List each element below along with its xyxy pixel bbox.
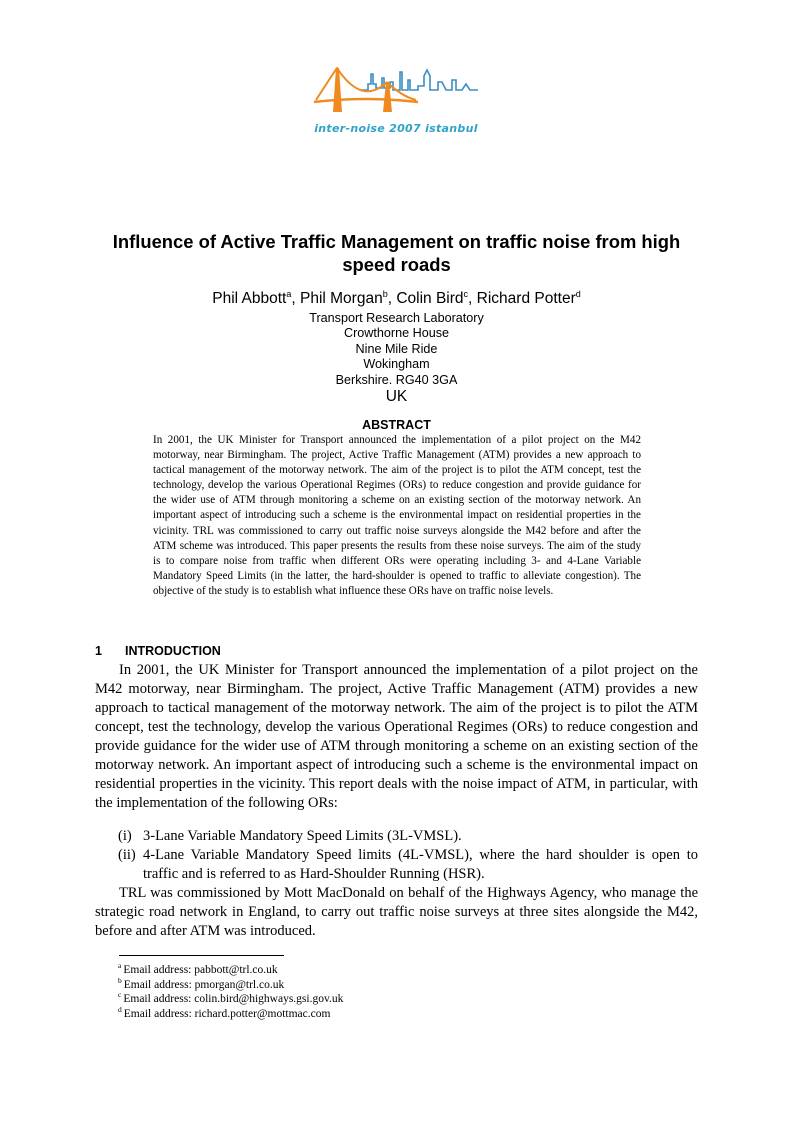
- skyline-line: [361, 70, 478, 90]
- bridge-skyline-logo-icon: [306, 60, 486, 122]
- author-name: Richard Potter: [476, 290, 576, 307]
- author-name: Phil Abbott: [212, 290, 287, 307]
- footnote-mark: c: [118, 990, 122, 1000]
- footnote-text: Email address: pmorgan@trl.co.uk: [123, 978, 285, 991]
- affiliation-line: Berkshire. RG40 3GA: [335, 372, 458, 387]
- footnote-text: Email address: richard.potter@mottmac.com: [123, 1007, 331, 1020]
- footnote-divider: [119, 955, 284, 956]
- list-item-text: 4-Lane Variable Mandatory Speed limits (4L-VMSL), where the hard shoulder is open to traffic and is referred to as Hard-Shoulder Running (HSR).: [143, 847, 698, 882]
- footnote-mark: b: [118, 975, 122, 985]
- logo-caption: inter-noise 2007 istanbul: [314, 122, 478, 135]
- list-marker: (ii): [118, 847, 136, 863]
- author-mark: a: [286, 288, 292, 299]
- affiliation-line: Wokingham: [363, 357, 430, 372]
- intro-paragraph: In 2001, the UK Minister for Transport announced the implementation of a pilot project on the M42 motorway, near Birmingham. The project, Active Traffic Management (ATM) provides a new approach to tactical management of the motorway network. The aim of the project is to pilot the ATM concept, test the technology, develop the various Operational Regimes (ORs) to reduce congestion and provide guidance for the wider use of ATM through monitoring a scheme on an existing section of the motorway network. An important aspect of introducing such a scheme is the environmental impact on residential properties in the vicinity. This report deals with the noise impact of ATM, in particular, with the implementation of the following ORs:: [95, 662, 698, 811]
- affiliation-line: Nine Mile Ride: [355, 341, 438, 356]
- bridge-deck: [314, 99, 418, 102]
- list-item: [118, 827, 698, 846]
- footnote: [118, 992, 343, 1007]
- paper-title: Influence of Active Traffic Management on traffic noise from high speed roads: [112, 231, 681, 275]
- operational-regimes-list: [118, 827, 698, 884]
- author-mark: d: [575, 288, 581, 299]
- author-mark: c: [463, 288, 469, 299]
- author-name: Phil Morgan: [299, 290, 383, 307]
- affiliation-line: Transport Research Laboratory: [309, 311, 484, 325]
- intro-paragraph-2: TRL was commissioned by Mott MacDonald on behalf of the Highways Agency, who manage the strategic road network in England, to carry out traffic noise surveys at three sites alongside the M42, before and after ATM was introduced.: [95, 885, 698, 939]
- author-list: Phil Abbott$^a$, Phil Morgan$^b$, Colin Bird$^c$, Richard Potter$^d$: [212, 288, 581, 307]
- section-heading: [95, 644, 495, 658]
- list-marker: (i): [118, 828, 132, 844]
- footnote-list: [118, 963, 343, 1021]
- section-number: 1: [95, 644, 102, 658]
- footnote-text: Email address: pabbott@trl.co.uk: [123, 964, 278, 976]
- footnote: [118, 1004, 343, 1022]
- abstract-text: In 2001, the UK Minister for Transport announced the implementation of a pilot project on the M42 motorway, near Birmingham. The project, Active Traffic Management (ATM) provides a new approach to tactical management of the motorway network. The aim of the project is to pilot the ATM concept, test the technology, develop the various Operational Regimes (ORs) to reduce congestion and provide guidance for the wider use of ATM through monitoring a scheme on an existing section of the motorway network. An important aspect of introducing such a scheme is the environmental impact on residential properties in the vicinity. TRL was commissioned to carry out traffic noise surveys alongside the M42 before and after the ATM scheme was introduced. This paper presents the results from these noise surveys. The aim of the study is to compare noise from traffic when different ORs were operating including 3- and 4-Lane Variable Mandatory Speed Limits (in the latter, the hard-shoulder is opened to traffic to alleviate congestion). The objective of the study is to establish what influence these ORs have on traffic noise levels.: [153, 434, 641, 597]
- affiliation-line: Crowthorne House: [344, 326, 449, 341]
- section-title: INTRODUCTION: [125, 644, 221, 658]
- footnote-text: Email address: colin.bird@highways.gsi.gov.uk: [123, 993, 344, 1006]
- conference-logo: [306, 60, 486, 138]
- abstract-heading: ABSTRACT: [362, 418, 431, 432]
- affiliation-country: UK: [385, 388, 408, 406]
- author-mark: b: [382, 288, 388, 299]
- author-name: Colin Bird: [396, 290, 464, 307]
- affiliation: [96, 311, 697, 406]
- footnote-mark: d: [118, 1004, 122, 1014]
- footnote: [118, 963, 343, 978]
- list-item-text: 3-Lane Variable Mandatory Speed Limits (3L-VMSL).: [143, 828, 462, 844]
- footnote: [118, 975, 343, 993]
- footnote-mark: a: [118, 961, 122, 971]
- list-item: [118, 846, 698, 884]
